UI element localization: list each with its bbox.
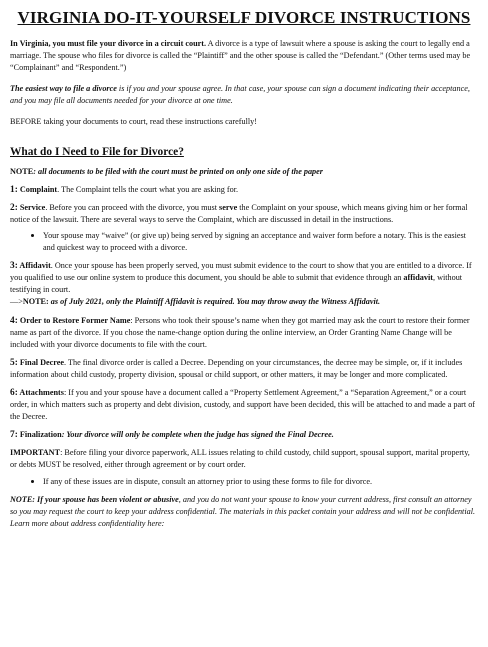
affidavit-note [10, 296, 478, 308]
note-text: as of July 2021, only the Plaintiff Affidavit is required. You may throw away the Witness Affidavit. [48, 297, 381, 307]
affidavit-word: affidavit [403, 273, 433, 283]
item-text: , without testifying in court. [10, 273, 463, 295]
easiest-way-lead: The easiest way to file a divorce [10, 84, 117, 94]
item-text: : Your divorce will only be complete when the judge has signed the Final Decree. [61, 430, 334, 440]
item-text: : If you and your spouse have a document called a “Property Settlement Agreement,” a “Separation Agreement,” or a court order, in which matters such as property and debt division, custody, and support have been decided, this will be attached to and made a part of the Decree. [10, 387, 476, 422]
item-name: Finalization [17, 430, 62, 440]
item-number: 2: [10, 202, 18, 213]
item-service [10, 202, 478, 226]
abuse-note-lead: NOTE: If your spouse has been violent or abusive [10, 494, 179, 504]
item-name: Order to Restore Former Name [17, 315, 131, 325]
document-title: VIRGINIA DO-IT-YOURSELF DIVORCE INSTRUCTIONS [17, 8, 471, 27]
easiest-way-text: is if you and your spouse agree. In that case, your spouse can sign a document indicating their acceptance, and you may file all documents needed for your divorce at one time. [10, 84, 470, 106]
section-heading: What do I Need to File for Divorce? [10, 145, 184, 158]
item-text: the Complaint on your spouse, which means giving him or her formal notice of the lawsuit. There are several ways to serve the Complaint, which are discussed in detail in the instructions. [10, 202, 468, 224]
note-label: NOTE: [22, 297, 49, 307]
note-text: : all documents to be filed with the court must be printed on only one side of the paper [33, 166, 323, 176]
item-number: 3: [10, 261, 18, 272]
item-name: Attachments [17, 387, 64, 397]
item-name: Affidavit [17, 261, 51, 271]
one-side-note [10, 166, 478, 178]
item-text: . Once your spouse has been properly served, you must submit evidence to the court to show that you are entitled to a divorce. If you qualified to use our online system to produce this document, you should be able to submit that evidence through an [10, 261, 472, 283]
intro-paragraph-2 [10, 83, 478, 107]
note-label: NOTE [10, 166, 34, 176]
serve-word: serve [219, 202, 238, 212]
item-finalization [10, 429, 478, 441]
item-number: 4: [10, 315, 18, 326]
item-order-restore-name [10, 315, 478, 351]
important-text: : Before filing your divorce paperwork, ALL issues relating to child custody, child support, spousal support, marital property, or debts MUST be resolved, either through agreement or by court order. [10, 448, 470, 470]
item-attachments [10, 387, 478, 423]
intro-paragraph-1 [10, 38, 478, 74]
item-number: 1: [10, 184, 18, 195]
intro-text: A divorce is a type of lawsuit where a spouse is asking the court to legally end a marriage. The spouse who files for divorce is called the “Plaintiff” and the other spouse is called the “Defendant.” (Other terms used may be “Complainant” and “Respondent.”) [10, 39, 471, 73]
abuse-note [10, 494, 478, 530]
abuse-note-text: , and you do not want your spouse to know your current address, first consult an attorney so you may request the court to keep your address confidential. The materials in this packet contain your address and will not be confidential. Learn more about address confidentiality here: [10, 494, 476, 528]
service-bullet: • Your spouse may “waive” (or give up) being served by signing an acceptance and waiver form before a notary. This is the easiest and quickest way to proceed with a divorce. [43, 229, 478, 254]
intro-paragraph-3: BEFORE taking your documents to court, read these instructions carefully! [10, 117, 257, 127]
item-final-decree [10, 357, 478, 381]
important-bullet-list [10, 475, 478, 488]
service-bullet-list [10, 229, 478, 254]
important-notice [10, 447, 478, 471]
arrow-icon: —> [10, 297, 23, 307]
item-text: . The Complaint tells the court what you are asking for. [57, 184, 239, 194]
item-complaint [10, 184, 478, 196]
item-affidavit [10, 260, 478, 296]
important-bullet: • If any of these issues are in dispute, consult an attorney prior to using these forms to file for divorce. [43, 475, 478, 488]
item-text: : Persons who took their spouse’s name when they got married may ask the court to restore their former name as part of the divorce. If you chose the name-change option during the online interview, an Order Granting Name Change will be included with your divorce documents to file with the court. [10, 315, 470, 349]
item-number: 6: [10, 387, 18, 398]
item-number: 5: [10, 357, 18, 368]
item-name: Final Decree [17, 357, 65, 367]
item-number: 7: [10, 430, 18, 441]
item-text: . The final divorce order is called a Decree. Depending on your circumstances, the decree may be simple, or, if it includes information about child custody, property division, spousal or child support, or other matters, it may be longer and more complicated. [10, 357, 463, 379]
item-text: . Before you can proceed with the divorce, you must [45, 202, 220, 212]
important-label: IMPORTANT [10, 448, 61, 458]
intro-bold-lead: In Virginia, you must file your divorce in a circuit court. [10, 39, 207, 48]
item-name: Complaint [17, 184, 58, 194]
item-name: Service [17, 202, 46, 212]
